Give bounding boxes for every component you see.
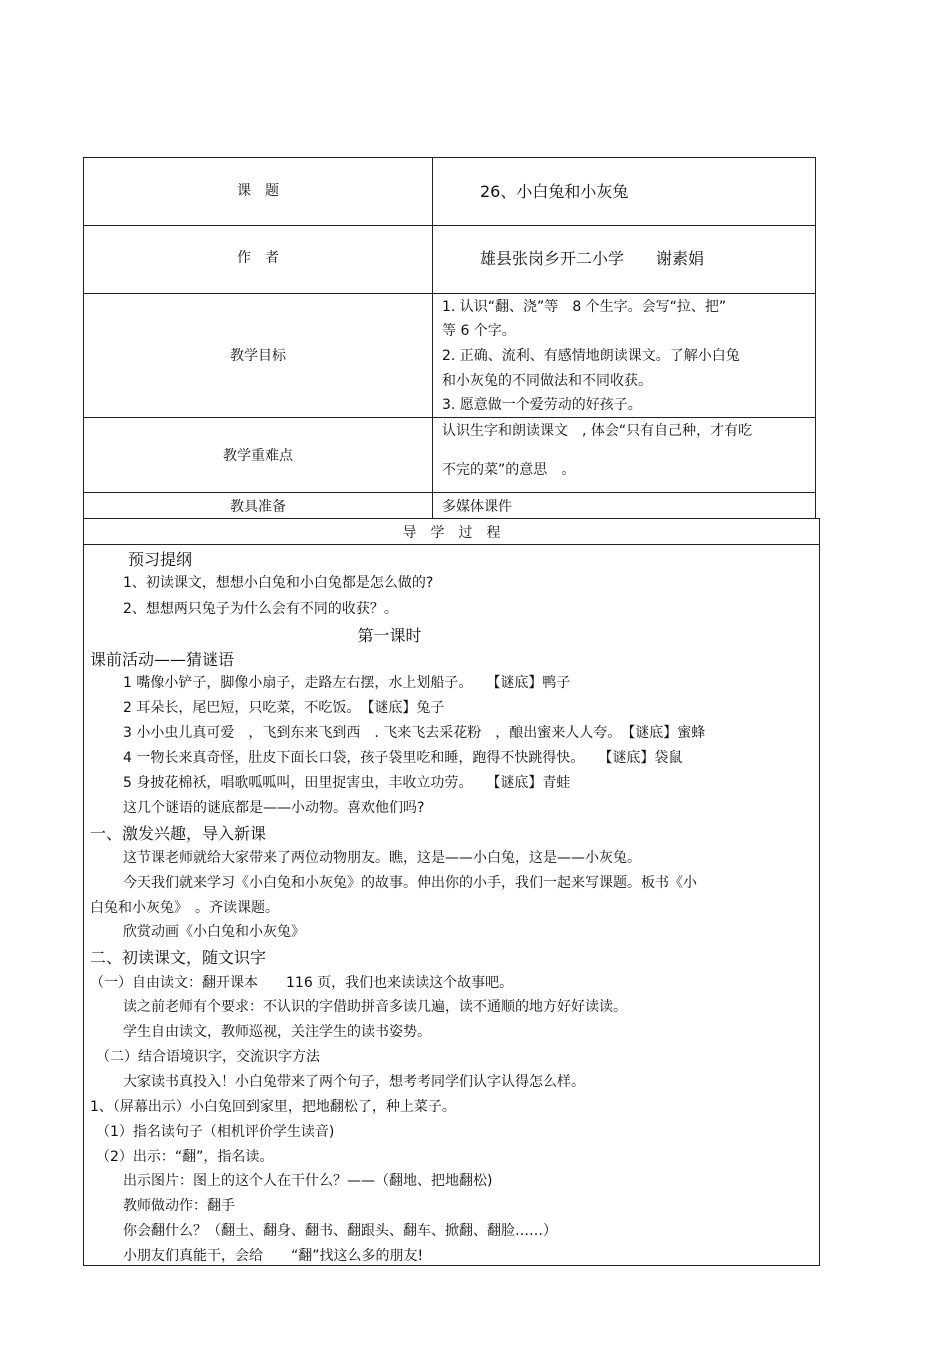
body-line: 白兔和小灰兔》 。齐读课题。 (90, 900, 279, 916)
table-border-right-lower (819, 518, 820, 1266)
riddle-item: 5 身披花棉袄，唱歌呱呱叫，田里捉害虫，丰收立功劳。 【谜底】青蛙 (123, 775, 571, 791)
body-line: 2、想想两只兔子为什么会有不同的收获？。 (123, 601, 398, 617)
body-line: 教师做动作：翻手 (123, 1198, 235, 1214)
lesson-period-heading: 第一课时 (357, 626, 422, 645)
riddle-item: 1 嘴像小铲子，脚像小扇子，走路左右摆，水上划船子。 【谜底】鸭子 (123, 675, 571, 691)
goal-line: 2. 正确、流利、有感情地朗读课文。了解小白兔 (442, 348, 740, 364)
row-label-materials: 教具准备 (230, 499, 286, 515)
body-line: 小朋友们真能干，会给 “翻”找这么多的朋友! (123, 1248, 424, 1264)
table-row-divider (83, 518, 820, 519)
table-row-divider (83, 225, 816, 226)
materials-value: 多媒体课件 (442, 499, 512, 515)
body-line: （2）出示：“翻”，指名读。 (96, 1149, 274, 1165)
body-line: 学生自由读文，教师巡视，关注学生的读书姿势。 (123, 1024, 431, 1040)
table-row-divider (83, 544, 820, 545)
body-line: 这几个谜语的谜底都是——小动物。喜欢他们吗? (123, 800, 425, 816)
goal-line: 1. 认识“翻、浇”等 8 个生字。会写“拉、把” (442, 299, 727, 315)
table-row-divider (83, 492, 816, 493)
body-line: 今天我们就来学习《小白兔和小灰兔》的故事。伸出你的小手，我们一起来写课题。板书《小 (123, 875, 697, 891)
body-line: 1、初读课文，想想小白兔和小白兔都是怎么做的? (123, 575, 434, 591)
table-row-divider (83, 293, 816, 294)
body-line: 欣赏动画《小白兔和小灰兔》 (123, 924, 305, 940)
table-border-left (83, 157, 84, 1266)
body-line: 1、（屏幕出示）小白兔回到家里，把地翻松了，种上菜子。 (90, 1099, 456, 1115)
row-label-title: 课 题 (237, 183, 279, 199)
section-heading: 一、激发兴趣，导入新课 (90, 824, 267, 843)
author-value: 雄县张岗乡开二小学 谢素娟 (480, 249, 705, 268)
body-line: 你会翻什么？（翻土、翻身、翻书、翻跟头、翻车、掀翻、翻脸……） (123, 1223, 557, 1239)
table-border-right-upper (815, 157, 816, 519)
body-line: （1）指名读句子（相机评价学生读音) (96, 1124, 335, 1140)
process-header: 导 学 过 程 (402, 525, 501, 541)
body-line: 这节课老师就给大家带来了两位动物朋友。瞧，这是——小白兔，这是——小灰兔。 (123, 850, 641, 866)
row-label-author: 作 者 (237, 250, 279, 266)
table-border-bottom (83, 1265, 820, 1266)
body-line: （二）结合语境识字，交流识字方法 (96, 1049, 320, 1065)
body-line: 出示图片：图上的这个人在干什么？——（翻地、把地翻松) (123, 1173, 493, 1189)
body-line: （一）自由读文：翻开课本 116 页，我们也来读读这个故事吧。 (90, 975, 514, 991)
body-line: 读之前老师有个要求：不认识的字借助拼音多读几遍，读不通顺的地方好好读读。 (123, 999, 627, 1015)
goal-line: 和小灰兔的不同做法和不同收获。 (442, 373, 652, 389)
goal-line: 等 6 个字。 (442, 323, 516, 339)
lesson-title: 26、小白兔和小灰兔 (480, 182, 629, 201)
keypoints-line: 认识生字和朗读课文 , 体会“只有自己种，才有吃 (442, 423, 753, 439)
riddle-item: 2 耳朵长，尾巴短，只吃菜，不吃饭。 【谜底】兔子 (123, 700, 445, 716)
section-heading: 预习提纲 (128, 550, 193, 569)
row-label-keypoints: 教学重难点 (223, 448, 293, 464)
table-row-divider (83, 417, 816, 418)
body-line: 大家读书真投入！小白兔带来了两个句子，想考考同学们认字认得怎么样。 (123, 1074, 585, 1090)
riddle-item: 4 一物长来真奇怪，肚皮下面长口袋，孩子袋里吃和睡，跑得不快跳得快。 【谜底】袋鼠 (123, 750, 683, 766)
keypoints-line: 不完的菜”的意思 。 (442, 462, 576, 478)
section-heading: 二、初读课文，随文识字 (90, 948, 267, 967)
section-heading: 课前活动——猜谜语 (90, 650, 235, 669)
row-label-goals: 教学目标 (230, 348, 286, 364)
riddle-item: 3 小小虫儿真可爱 ，飞到东来飞到西 . 飞来飞去采花粉 ，酿出蜜来人人夸。 【谜底】蜜蜂 (123, 725, 706, 741)
table-border-top (83, 157, 816, 158)
goal-line: 3. 愿意做一个爱劳动的好孩子。 (442, 397, 642, 413)
